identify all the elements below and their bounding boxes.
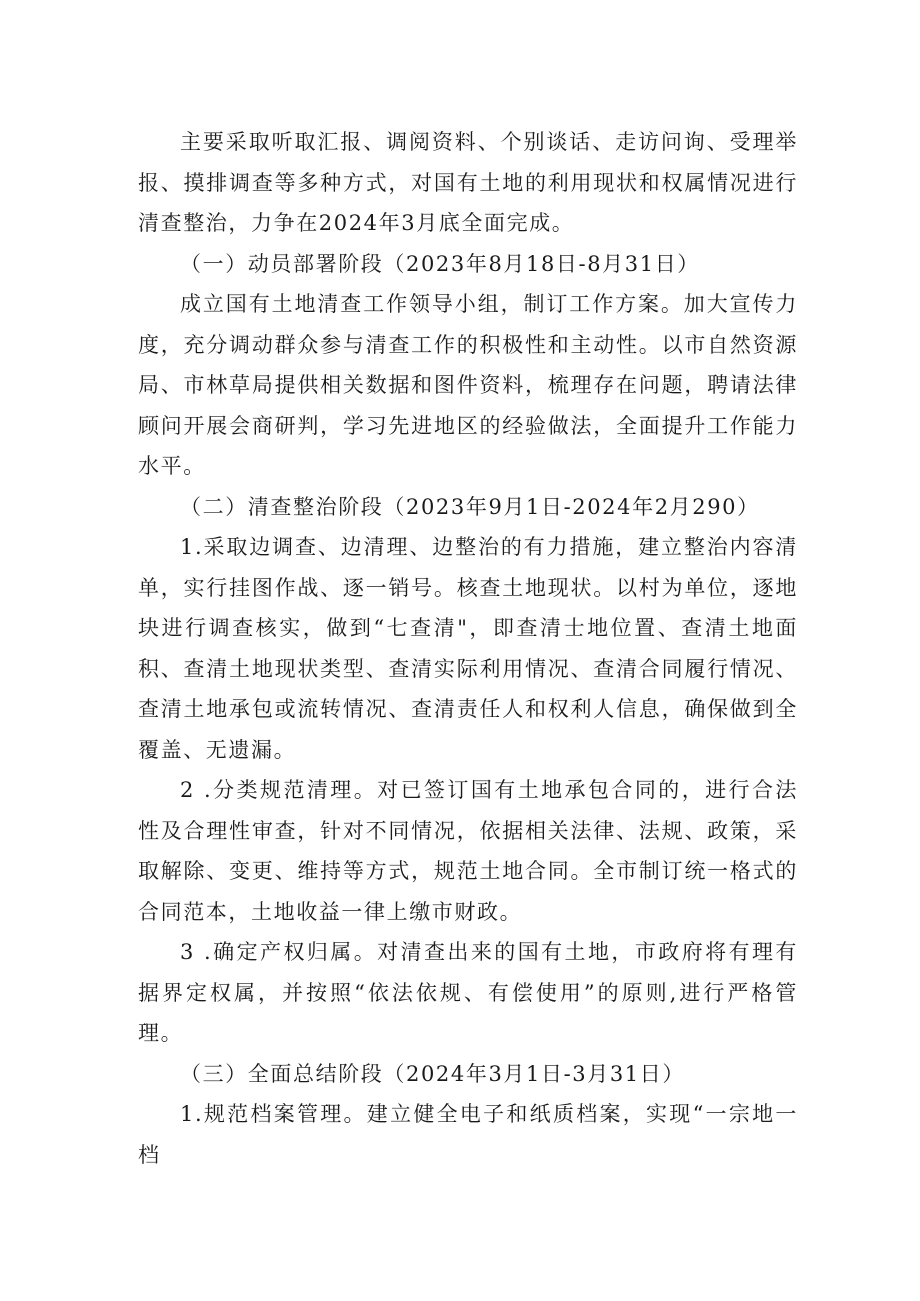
heading-stage-one: （一）动员部署阶段（2023年8月18日-8月31日） bbox=[180, 251, 700, 276]
paragraph-item-2-classify: 2 .分类规范清理。对已签订国有土地承包合同的，进行合法性及合理性审查，针对不同情况，依据相关法律、法规、政策，采取解除、变更、维持等方式，规范土地合同。全市制订统一格式的合同范本，土地收益一律上缴市财政。 bbox=[138, 778, 798, 924]
paragraph-item-1-archive: 1.规范档案管理。建立健全电子和纸质档案，实现“一宗地一档 bbox=[138, 1102, 798, 1167]
document-body bbox=[138, 122, 798, 1175]
heading-stage-two: （二）清查整治阶段（2023年9月1日-2024年2月290） bbox=[180, 494, 760, 519]
heading-stage-three: （三）全面总结阶段（2024年3月1日-3月31日） bbox=[180, 1061, 685, 1086]
paragraph-stage-one: 成立国有土地清查工作领导小组，制订工作方案。加大宣传力度，充分调动群众参与清查工作的积极性和主动性。以市自然资源局、市林草局提供相关数据和图件资料，梳理存在问题，聘请法律顾问开展会商研判，学习先进地区的经验做法，全面提升工作能力水平。 bbox=[138, 292, 798, 478]
paragraph-methods: 主要采取听取汇报、调阅资料、个别谈话、走访问询、受理举报、摸排调查等多种方式，对国有土地的利用现状和权属情况进行清查整治，力争在2024年3月底全面完成。 bbox=[138, 130, 798, 235]
paragraph-item-3-ownership: 3 .确定产权归属。对清查出来的国有土地，市政府将有理有据界定权属，并按照“依法依规、有偿使用”的原则,进行严格管理。 bbox=[138, 940, 798, 1045]
paragraph-item-1-survey: 1.采取边调查、边清理、边整治的有力措施，建立整治内容清单，实行挂图作战、逐一销号。核查土地现状。以村为单位，逐地块进行调查核实，做到“七查清"，即查清士地位置、查清土地面积、查清土地现状类型、查清实际利用情况、查清合同履行情况、查清土地承包或流转情况、查清责任人和权利人信息，确保做到全覆盖、无遗漏。 bbox=[138, 535, 798, 762]
